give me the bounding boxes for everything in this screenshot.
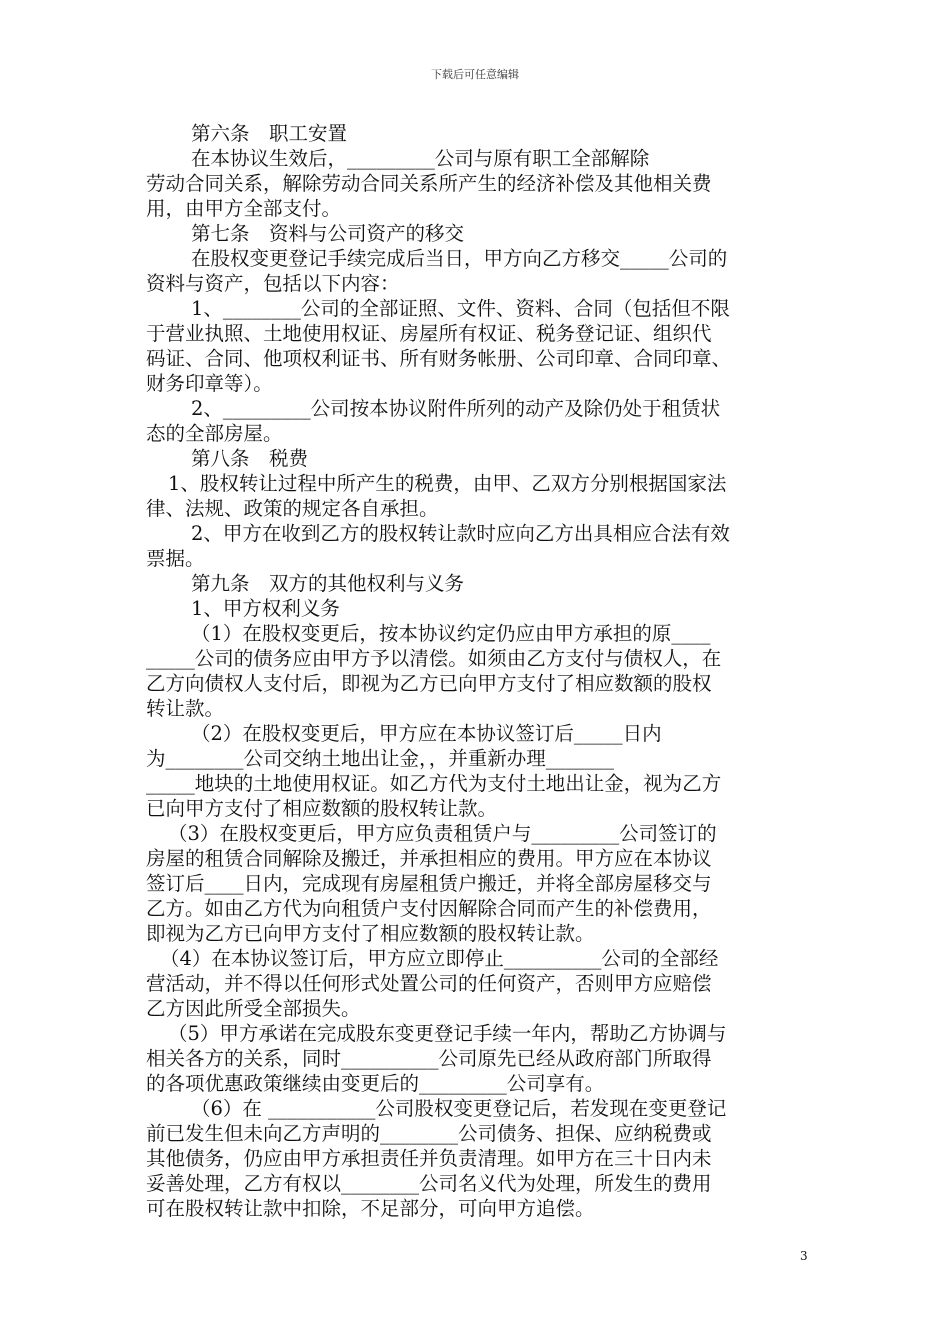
text-line: 乙方。如由乙方代为向租赁户支付因解除合同而产生的补偿费用， — [146, 897, 712, 920]
text-line: 劳动合同关系，解除劳动合同关系所产生的经济补偿及其他相关费 — [146, 172, 712, 195]
text-line: 乙方向债权人支付后，即视为乙方已向甲方支付了相应数额的股权 — [146, 672, 712, 695]
text-line: 资料与资产，包括以下内容： — [146, 272, 400, 295]
text-line: 码证、合同、他项权利证书、所有财务帐册、公司印章、合同印章、 — [146, 347, 732, 370]
text-line: 态的全部房屋。 — [146, 422, 283, 445]
text-line: 已向甲方支付了相应数额的股权转让款。 — [146, 797, 498, 820]
text-line: （6）在 ___________公司股权变更登记后，若发现在变更登记 — [191, 1097, 727, 1120]
text-line: 可在股权转让款中扣除，不足部分，可向甲方追偿。 — [146, 1197, 595, 1220]
text-line: 乙方因此所受全部损失。 — [146, 997, 361, 1020]
text-line: 其他债务，仍应由甲方承担责任并负责清理。如甲方在三十日内未 — [146, 1147, 712, 1170]
text-line: （4）在本协议签订后，甲方应立即停止__________公司的全部经 — [160, 947, 719, 970]
text-line: 妥善处理，乙方有权以________公司名义代为处理，所发生的费用 — [146, 1172, 712, 1195]
text-line: 第八条 税费 — [191, 447, 309, 470]
text-line: （3）在股权变更后，甲方应负责租赁户与_________公司签订的 — [168, 822, 717, 845]
text-line: 为________公司交纳土地出让金，，并重新办理_______ — [146, 747, 615, 770]
text-line: 在股权变更登记手续完成后当日，甲方向乙方移交_____公司的 — [191, 247, 728, 270]
text-line: 即视为乙方已向甲方支付了相应数额的股权转让款。 — [146, 922, 595, 945]
text-line: 1、甲方权利义务 — [191, 597, 340, 620]
text-line: 律、法规、政策的规定各自承担。 — [146, 497, 439, 520]
page-header: 下载后可任意编辑 — [431, 68, 519, 81]
text-line: 转让款。 — [146, 697, 225, 720]
text-line: 1、股权转让过程中所产生的税费，由甲、乙双方分别根据国家法 — [168, 472, 727, 495]
page-number: 3 — [800, 1249, 808, 1263]
text-line: 相关各方的关系，同时__________公司原先已经从政府部门所取得 — [146, 1047, 712, 1070]
text-line: 前已发生但未向乙方声明的________公司债务、担保、应纳税费或 — [146, 1122, 712, 1145]
text-line: _____地块的土地使用权证。如乙方代为支付土地出让金，视为乙方 — [146, 772, 722, 795]
text-line: 2、_________公司按本协议附件所列的动产及除仍处于租赁状 — [191, 397, 721, 420]
text-line: 第九条 双方的其他权利与义务 — [191, 572, 465, 595]
text-line: 1、________公司的全部证照、文件、资料、合同（包括但不限 — [191, 297, 730, 320]
text-line: 房屋的租赁合同解除及搬迁，并承担相应的费用。甲方应在本协议 — [146, 847, 712, 870]
text-line: 第七条 资料与公司资产的移交 — [191, 222, 465, 245]
text-line: 签订后____日内，完成现有房屋租赁户搬迁，并将全部房屋移交与 — [146, 872, 712, 895]
text-line: 2、甲方在收到乙方的股权转让款时应向乙方出具相应合法有效 — [191, 522, 730, 545]
text-line: 的各项优惠政策继续由变更后的_________公司享有。 — [146, 1072, 605, 1095]
text-line: 于营业执照、土地使用权证、房屋所有权证、税务登记证、组织代 — [146, 322, 712, 345]
text-line: 票据。 — [146, 547, 205, 570]
text-line: 第六条 职工安置 — [191, 122, 348, 145]
document-body — [146, 121, 810, 1221]
text-line: 财务印章等）。 — [146, 372, 273, 395]
text-line: （5）甲方承诺在完成股东变更登记手续一年内，帮助乙方协调与 — [168, 1022, 727, 1045]
text-line: 营活动，并不得以任何形式处置公司的任何资产，否则甲方应赔偿 — [146, 972, 712, 995]
text-line: 用，由甲方全部支付。 — [146, 197, 342, 220]
text-line: 在本协议生效后，_________公司与原有职工全部解除 — [191, 147, 650, 170]
text-line: _____公司的债务应由甲方予以清偿。如须由乙方支付与债权人，在 — [146, 647, 722, 670]
text-line: （2）在股权变更后，甲方应在本协议签订后_____日内 — [191, 722, 662, 745]
text-line: （1）在股权变更后，按本协议约定仍应由甲方承担的原____ — [191, 622, 711, 645]
